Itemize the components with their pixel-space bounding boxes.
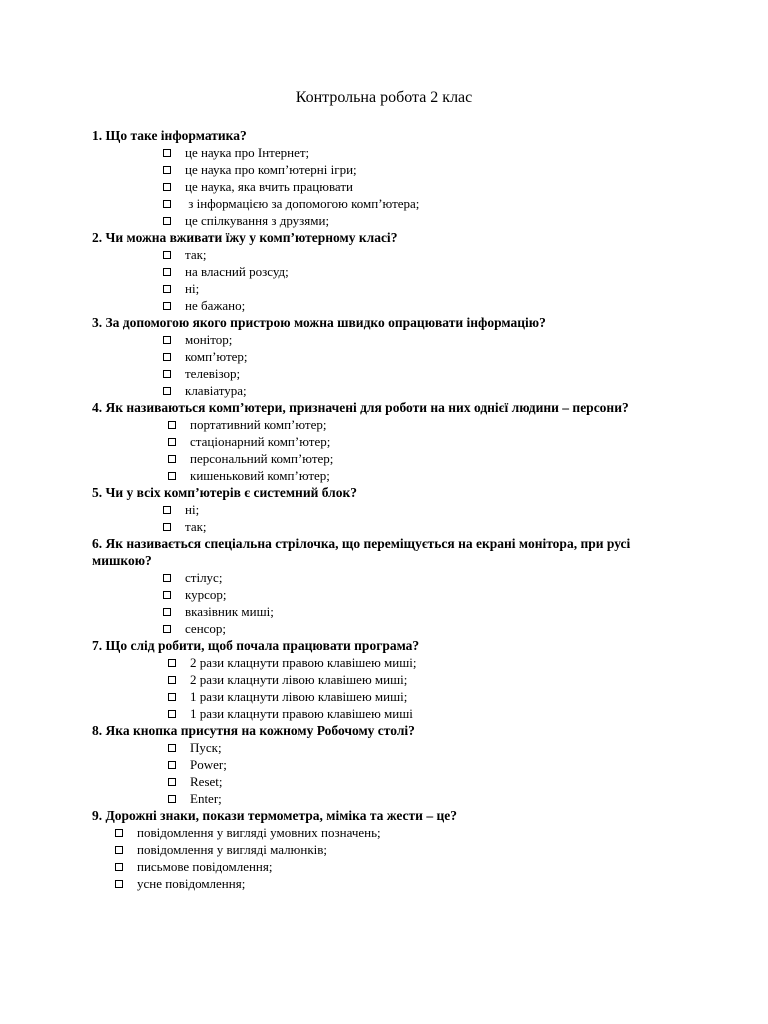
answer-option[interactable] bbox=[92, 297, 692, 314]
answer-option[interactable] bbox=[92, 365, 692, 382]
answer-option[interactable] bbox=[92, 688, 692, 705]
checkbox-icon[interactable] bbox=[163, 200, 171, 208]
checkbox-icon[interactable] bbox=[163, 336, 171, 344]
answer-option-label: Power; bbox=[190, 757, 227, 772]
answer-option-label: це наука про комп’ютерні ігри; bbox=[185, 162, 357, 177]
answer-options bbox=[92, 331, 692, 399]
answer-option[interactable] bbox=[92, 654, 692, 671]
question-9 bbox=[92, 807, 692, 892]
answer-option-label: вказівник миші; bbox=[185, 604, 274, 619]
question-3 bbox=[92, 314, 692, 399]
answer-option[interactable] bbox=[92, 382, 692, 399]
checkbox-icon[interactable] bbox=[163, 506, 171, 514]
checkbox-icon[interactable] bbox=[163, 166, 171, 174]
answer-option[interactable] bbox=[92, 416, 692, 433]
answer-option[interactable] bbox=[92, 620, 692, 637]
checkbox-icon[interactable] bbox=[168, 455, 176, 463]
question-8 bbox=[92, 722, 692, 807]
question-2 bbox=[92, 229, 692, 314]
answer-option[interactable] bbox=[92, 501, 692, 518]
checkbox-icon[interactable] bbox=[163, 370, 171, 378]
answer-option-label: сенсор; bbox=[185, 621, 227, 636]
answer-option[interactable] bbox=[92, 518, 692, 535]
answer-option-label: не бажано; bbox=[185, 298, 246, 313]
checkbox-icon[interactable] bbox=[163, 268, 171, 276]
question-text: 7. Що слід робити, щоб почала працювати програма? bbox=[92, 638, 420, 653]
question-7 bbox=[92, 637, 692, 722]
answer-options bbox=[92, 144, 692, 229]
answer-option-label: комп’ютер; bbox=[185, 349, 248, 364]
answer-option-label: так; bbox=[185, 519, 207, 534]
answer-option-label: портативний комп’ютер; bbox=[190, 417, 327, 432]
question-text: 1. Що таке інформатика? bbox=[92, 128, 247, 143]
answer-option[interactable] bbox=[92, 841, 692, 858]
answer-option-label: стілус; bbox=[185, 570, 223, 585]
answer-option[interactable] bbox=[92, 161, 692, 178]
answer-option[interactable] bbox=[92, 178, 692, 195]
answer-option-label: ні; bbox=[185, 281, 200, 296]
answer-option-label: повідомлення у вигляді умовних позначень; bbox=[137, 825, 381, 840]
answer-option[interactable] bbox=[92, 773, 692, 790]
answer-options bbox=[92, 739, 692, 807]
checkbox-icon[interactable] bbox=[163, 149, 171, 157]
answer-option-label: 2 рази клацнути лівою клавішею миші; bbox=[190, 672, 408, 687]
checkbox-icon[interactable] bbox=[168, 472, 176, 480]
checkbox-icon[interactable] bbox=[163, 353, 171, 361]
question-4 bbox=[92, 399, 692, 484]
answer-option[interactable] bbox=[92, 144, 692, 161]
answer-option[interactable] bbox=[92, 246, 692, 263]
answer-option[interactable] bbox=[92, 875, 692, 892]
answer-option-label: 1 рази клацнути лівою клавішею миші; bbox=[190, 689, 408, 704]
answer-option[interactable] bbox=[92, 331, 692, 348]
answer-option-label: так; bbox=[185, 247, 207, 262]
answer-options bbox=[92, 824, 692, 892]
answer-option-label: Пуск; bbox=[190, 740, 222, 755]
checkbox-icon[interactable] bbox=[168, 438, 176, 446]
answer-option[interactable] bbox=[92, 280, 692, 297]
answer-option[interactable] bbox=[92, 263, 692, 280]
answer-option-label: монітор; bbox=[185, 332, 233, 347]
answer-options bbox=[92, 569, 692, 637]
question-5 bbox=[92, 484, 692, 535]
answer-option-label: це спілкування з друзями; bbox=[185, 213, 330, 228]
checkbox-icon[interactable] bbox=[168, 676, 176, 684]
checkbox-icon[interactable] bbox=[115, 863, 123, 871]
answer-option-label: 2 рази клацнути правою клавішею миші; bbox=[190, 655, 417, 670]
answer-option-label: персональний комп’ютер; bbox=[190, 451, 334, 466]
checkbox-icon[interactable] bbox=[163, 217, 171, 225]
answer-option[interactable] bbox=[92, 195, 692, 212]
checkbox-icon[interactable] bbox=[168, 693, 176, 701]
question-6 bbox=[92, 535, 692, 637]
answer-option-label: Enter; bbox=[190, 791, 222, 806]
answer-option[interactable] bbox=[92, 756, 692, 773]
question-list bbox=[92, 127, 692, 892]
answer-options bbox=[92, 501, 692, 535]
answer-option[interactable] bbox=[92, 790, 692, 807]
checkbox-icon[interactable] bbox=[163, 591, 171, 599]
answer-option[interactable] bbox=[92, 467, 692, 484]
checkbox-icon[interactable] bbox=[163, 183, 171, 191]
answer-option[interactable] bbox=[92, 433, 692, 450]
checkbox-icon[interactable] bbox=[163, 608, 171, 616]
answer-option[interactable] bbox=[92, 671, 692, 688]
checkbox-icon[interactable] bbox=[168, 761, 176, 769]
checkbox-icon[interactable] bbox=[168, 421, 176, 429]
answer-option-label: на власний розсуд; bbox=[185, 264, 289, 279]
answer-option[interactable] bbox=[92, 824, 692, 841]
checkbox-icon[interactable] bbox=[163, 387, 171, 395]
answer-option-label: з інформацією за допомогою комп’ютера; bbox=[185, 196, 420, 211]
question-1 bbox=[92, 127, 692, 229]
answer-option-label: 1 рази клацнути правою клавішею миші bbox=[190, 706, 413, 721]
answer-option-label: кишеньковий комп’ютер; bbox=[190, 468, 330, 483]
answer-option[interactable] bbox=[92, 348, 692, 365]
checkbox-icon[interactable] bbox=[168, 710, 176, 718]
answer-option-label: усне повідомлення; bbox=[137, 876, 246, 891]
answer-option-label: ні; bbox=[185, 502, 200, 517]
checkbox-icon[interactable] bbox=[168, 744, 176, 752]
checkbox-icon[interactable] bbox=[168, 659, 176, 667]
answer-option-label: стаціонарний комп’ютер; bbox=[190, 434, 331, 449]
page-title: Контрольна робота 2 клас bbox=[295, 89, 473, 106]
answer-option-label: телевізор; bbox=[185, 366, 241, 381]
checkbox-icon[interactable] bbox=[163, 285, 171, 293]
checkbox-icon[interactable] bbox=[163, 302, 171, 310]
answer-option[interactable] bbox=[92, 858, 692, 875]
question-text: 5. Чи у всіх комп’ютерів є системний блок? bbox=[92, 485, 358, 500]
answer-option[interactable] bbox=[92, 586, 692, 603]
answer-option[interactable] bbox=[92, 739, 692, 756]
answer-options bbox=[92, 654, 692, 722]
answer-options bbox=[92, 246, 692, 314]
checkbox-icon[interactable] bbox=[168, 778, 176, 786]
answer-option[interactable] bbox=[92, 705, 692, 722]
answer-option-label: письмове повідомлення; bbox=[137, 859, 273, 874]
answer-option[interactable] bbox=[92, 450, 692, 467]
question-text: 9. Дорожні знаки, покази термометра, міміка та жести – це? bbox=[92, 808, 457, 823]
answer-option[interactable] bbox=[92, 212, 692, 229]
question-text: 6. Як називається спеціальна стрілочка, що переміщується на екрані монітора, при русі мишкою? bbox=[92, 536, 631, 568]
answer-option-label: курсор; bbox=[185, 587, 227, 602]
answer-option-label: повідомлення у вигляді малюнків; bbox=[137, 842, 328, 857]
checkbox-icon[interactable] bbox=[168, 795, 176, 803]
checkbox-icon[interactable] bbox=[163, 523, 171, 531]
checkbox-icon[interactable] bbox=[115, 880, 123, 888]
checkbox-icon[interactable] bbox=[115, 829, 123, 837]
answer-option[interactable] bbox=[92, 569, 692, 586]
answer-options bbox=[92, 416, 692, 484]
question-text: 3. За допомогою якого пристрою можна швидко опрацювати інформацію? bbox=[92, 315, 546, 330]
question-text: 8. Яка кнопка присутня на кожному Робочому столі? bbox=[92, 723, 415, 738]
question-text: 2. Чи можна вживати їжу у комп’ютерному класі? bbox=[92, 230, 398, 245]
checkbox-icon[interactable] bbox=[115, 846, 123, 854]
answer-option[interactable] bbox=[92, 603, 692, 620]
checkbox-icon[interactable] bbox=[163, 251, 171, 259]
answer-option-label: це наука про Інтернет; bbox=[185, 145, 310, 160]
answer-option-label: Reset; bbox=[190, 774, 223, 789]
answer-option-label: клавіатура; bbox=[185, 383, 247, 398]
answer-option-label: це наука, яка вчить працювати bbox=[185, 179, 353, 194]
checkbox-icon[interactable] bbox=[163, 625, 171, 633]
checkbox-icon[interactable] bbox=[163, 574, 171, 582]
question-text: 4. Як називаються комп’ютери, призначені для роботи на них однієї людини – персони? bbox=[92, 400, 629, 415]
